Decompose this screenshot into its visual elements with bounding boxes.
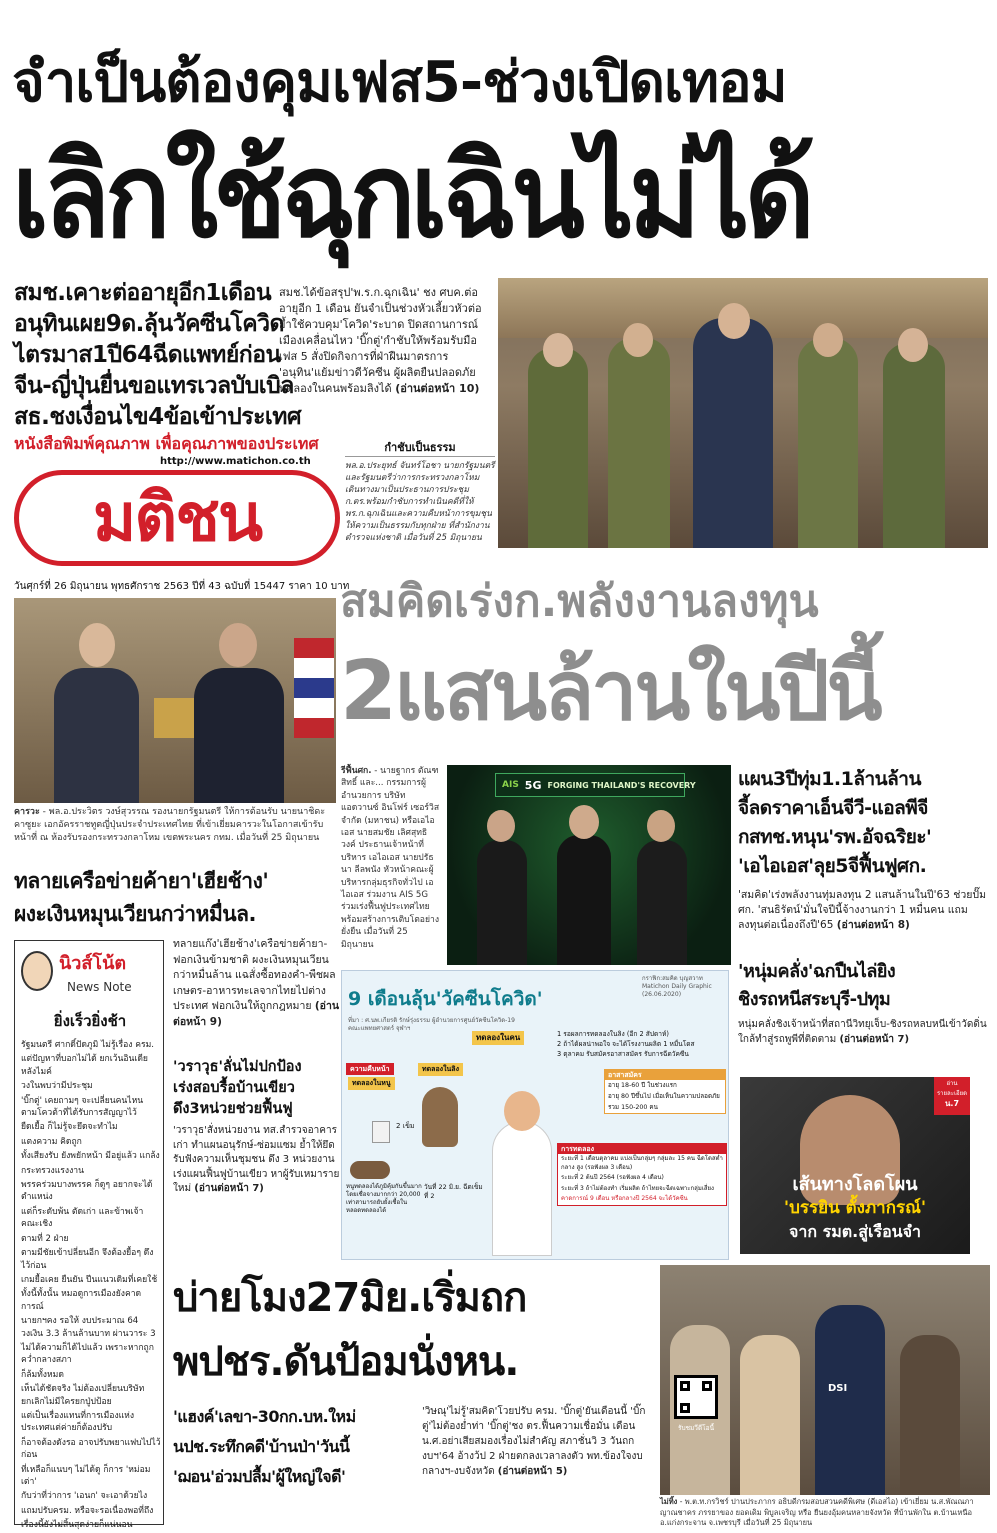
- info-volunteer-title: อาสาสมัคร: [605, 1070, 725, 1080]
- gunman-head-line1: 'หนุ่มคลั่ง'ฉกปืนไล่ยิง: [738, 961, 896, 982]
- ais-caption-text: - นายฐากร ตัณฑสิทธิ์ และ... กรรมการผู้อำนวยการ บริษัท แอดวานซ์ อินโฟร์ เซอร์วิส จำกัด (มหาชน) หรือเอไอเอส นายสมชัย เลิศสุทธิวงค์ ประธานเจ้าหน้าที่บริหาร เอไอเอส นายปรัธนา ลีลพนัง หัวหน้าคณะผู้บริหารกลุ่มธุรกิจทั่วไป เอไอเอส ร่วมงาน AIS 5G ร่วมเร่งฟื้นฟูประเทศไทย พร้อมสร้างการเติบโตอย่างยั่งยืน เมื่อวันที่ 25 มิถุนายน: [341, 766, 440, 950]
- photo-ais-5g: [447, 765, 731, 965]
- column-name: 'บรรยิน ตั้งภากรณ์': [783, 1198, 927, 1218]
- warawut-text: 'วราวุธ'สั่งหน่วยงาน ทส.สำรวจอาคารเก่า ทำแผนอนุรักษ์-ซ่อมแซม ย้ำให้ยึดรับฟังความเห็นชุมชน ดึง 3 หน่วยงานเร่งแผนฟื้นฟูบ้านเขียว หาผู้รับเหมารายใหม่: [173, 1125, 340, 1194]
- photo-caption-title: กำชับเป็นธรรม: [345, 440, 495, 457]
- photo-pm-police: [498, 278, 988, 548]
- gunman-text: หนุ่มคลั่งชิงเจ้าหน้าที่สถานีวิทยุเจ็บ-ชิงรถหลบหนีเข้าวัดดิ่นใกล้ทำสู่รถพูพีที่ติดตาม: [738, 1019, 987, 1045]
- energy-story-text: 'สมคิด'เร่งพลังงานทุ่มลงทุน 2 แสนล้านในปี'63 ช่วยปั๊ม ศก. 'สนธิรัตน์'มั่นใจปีนี้จ้างงานกว่า 1 หมื่นคน แถมลงทุนต่อเนื่องถึงปี'65: [738, 889, 987, 931]
- photo-prawit-japan: [14, 598, 336, 803]
- ais-caption-lead: รีฟื้นศก.: [341, 766, 372, 776]
- lead-story: [279, 285, 489, 435]
- monkey-icon: [422, 1087, 458, 1147]
- syringe-icon: [372, 1121, 390, 1143]
- warawut-head-line2: เร่งสอบรื้อบ้านเขียว: [173, 1080, 295, 1096]
- politics-story-continue[interactable]: (อ่านต่อหน้า 5): [497, 1466, 568, 1477]
- news-note-line: ยืดเยื้อ ก็ไม่รู้จะยึดจะทำไม: [21, 1122, 118, 1133]
- headline-top: จำเป็นต้องคุมเฟส5-ช่วงเปิดเทอม: [12, 50, 787, 115]
- news-note-line: นายกฯคง รอให้ งบประมาณ 64 วงเงิน 3.3 ล้านล้านบาท ผ่านวาระ 3: [21, 1316, 156, 1339]
- news-note-heading: ยิ่งเร็วยิ่งช้า: [53, 1012, 127, 1030]
- photo-caption-box: [345, 440, 495, 570]
- masthead-text: มติชน: [92, 479, 262, 556]
- news-note-line: ก็ล้มทั้งหมด: [21, 1369, 64, 1380]
- drug-story: [173, 937, 341, 1047]
- news-note-line: ไม่ได้ความก็ได้ไปแล้ว เพราะหากถูกคว่ำกลางสภา: [21, 1342, 154, 1366]
- photo-caption-text: พล.อ.ประยุทธ์ จันทร์โอชา นายกรัฐมนตรีและรัฐมนตรีว่าการกระทรวงกลาโหม เดินทางมาเป็นประธานการประชุม ก.ตร.พร้อมกำชับการทำเนินคดีที่ให้ พร.ก.ฉุกเฉินและความคืบหน้าการขุมชุนให้ความเป็นธรรมกับทุกฝ่าย ที่สำนักงานตำรวจแห่งชาติ เมื่อวันที่ 25 มิถุนายน: [345, 461, 495, 543]
- politics-subhead: 'แฮงค์'เลขา-30กก.บห.ใหม่: [173, 1407, 356, 1426]
- warawut-head-line1: 'วราวุธ'ลั่นไม่ปกป้อง: [173, 1059, 302, 1075]
- website-url[interactable]: http://www.matichon.co.th: [160, 456, 311, 467]
- dateline: วันศุกร์ที่ 26 มิถุนายน พุทธศักราช 2563 ปีที่ 43 ฉบับที่ 15447 ราคา 10 บาท: [14, 581, 350, 592]
- energy-subhead: จี้ลดราคาเอ็นจีวี-แอลพีจี: [738, 797, 928, 819]
- news-note-line: 'บิ๊กตู่' เคยถามๆ จะเปลี่ยนคนไหน ตามโควต้าที่ได้รับการสัญญาไว้: [21, 1095, 144, 1119]
- energy-head-line1: สมคิดเร่งก.พลังงานลงทุน: [340, 576, 819, 627]
- info-steps: [557, 1029, 727, 1059]
- energy-story-continue[interactable]: (อ่านต่อหน้า 8): [836, 919, 910, 931]
- column-promo-box[interactable]: [740, 1077, 970, 1254]
- news-note-body: [21, 1039, 161, 1531]
- info-stage-monkey: ทดลองในลิง: [418, 1063, 463, 1076]
- info-mouse-note: หนูทดลองได้ภูมิคุ้มกันขึ้นมาก โดยเชื่อจางมากกว่า 20,000 เท่าสามารถยับยั้งเชื้อในหลอดทดลองได้: [346, 1183, 422, 1214]
- info-step: 2 ถ้าได้ผลน่าพอใจ จะได้โรงงานผลิต 1 หมื่นโดส: [557, 1040, 695, 1048]
- news-note-line: แต่ปัญหาที่บอกไม่ได้ ยกเว้นอินเดียหลังไมค์: [21, 1054, 148, 1077]
- mouse-icon: [350, 1161, 390, 1179]
- info-step: 3 ตุลาคม รับสมัครอาสาสมัคร รับการฉีดวัคซีน: [557, 1050, 689, 1058]
- news-note-line: ตามที่ 2 ฝ่าย: [21, 1233, 69, 1244]
- subheads: [14, 278, 302, 430]
- vaccine-infographic: [341, 970, 729, 1260]
- person-figure-icon: [492, 1121, 552, 1256]
- warawut-story: [173, 1057, 341, 1257]
- info-trial-box: [557, 1143, 727, 1206]
- left-photo-caption-lead: คารวะ: [14, 807, 40, 817]
- news-note-title: นิวส์โน้ต: [59, 953, 127, 974]
- gunman-continue[interactable]: (อ่านต่อหน้า 7): [839, 1033, 910, 1045]
- politics-story-text: 'วิษณุ'ไม่รู้'สมคิด'โวยปรับ ครม. 'บิ๊กตู่'ยันเดือนนี้ 'บิ๊กตู่'ไม่ต้องย่ำท่า 'บิ๊กตู่'ชง ตร.ฟื้นความเชื่อมั่น เดือน น.ศ.อย่าเสียสมองเรื่องไม่สำคัญ สภาชั่นวิ 3 วันถกงบฯ'64 อ้างว้ป 2 ฝ่ายตกลงเวลาลงตัว พท.ข้องใจงบกลางฯ-งบจังหวัด: [422, 1406, 646, 1477]
- news-note-line: ทั้งเสียงรับ ยังพยักหน้า มีอยู่แล้ว แกล้ง: [21, 1151, 160, 1162]
- warawut-head-line3: ดึง3หน่วยช่วยฟื้นฟู: [173, 1101, 293, 1117]
- info-source: กราฟิก:สมคิด บุญสวาท Matichon Daily Graphic (26.06.2020): [642, 975, 712, 998]
- dsi-caption-text: - พ.ต.ท.กรวิชร์ ปานประภากร อธิบดีกรมสอบสวนคดีพิเศษ (ดีเอสไอ) เข้าเยี่ยม น.ส.พัณณภา ญาณชาคร ภรรยาของ ยอดเดิม พิบูลเจริญ หรือ ยืนยงอุ้มคนหลายจังหวัด ที่บ้านพักใน ต.บ้านเหนือ อ.แก่งกระจาน จ.เพชรบุรี เมื่อวันที่ 25 มิถุนายน: [660, 1497, 974, 1527]
- ais-caption: [341, 765, 441, 975]
- energy-story: [738, 888, 990, 946]
- column-badge-line: น.7: [944, 1099, 960, 1108]
- lead-story-text: สมช.ได้ข้อสรุป'พ.ร.ก.ฉุกเฉิน' ชง ศบค.ต่ออายุอีก 1 เดือน ยันจำเป็นช่วงหัวเลี้ยวหัวต่อ ย้ำใช้ควบคุม'โควิด'ระบาด ปิดสถานการณ์เมืองเคลื่อนไหว 'บิ๊กตู่'กำชับให้พร้อมรับมือเฟส 5 สั่งปิดกิจการที่ฝ่าฝืนมาตรการ 'อนุทิน'แย้มข่าวดีวัคซีน ผู้ผลิตยืนปลอดภัย ทดลองในคนพร้อมลิงได้: [279, 286, 482, 395]
- drug-head-line1: ทลายเครือข่ายค้ายา'เฮียช้าง': [14, 869, 269, 893]
- info-trial-title: การทดลอง: [558, 1144, 726, 1154]
- gunman-head-line2: ชิงรถหนีสระบุรี-ปทุม: [738, 989, 891, 1010]
- news-note-line: เห็นได้ชัดจริง ไม่ต้องเปลี่ยนบริษัท ยกเลิกไม่มีใครยกปู่ปป้อย: [21, 1384, 145, 1407]
- ais-sign-brand: AIS: [502, 780, 519, 790]
- subhead: จีน-ญี่ปุ่นยื่นขอแทรเวลบับเบิล: [14, 373, 294, 399]
- info-step: 1 รอผลการทดลองในลิง (อีก 2 สัปดาห์): [557, 1030, 669, 1038]
- news-note-line: ที่เหลือก็แนบๆ ไม่ได้ดู ก็การ 'หม่อมเต่า': [21, 1464, 151, 1487]
- info-volunteer-row: รวม 150-200 คน: [608, 1104, 658, 1111]
- politics-head-line2: พปชร.ดันป้อมนั่งหน.: [173, 1339, 519, 1385]
- qr-code-2[interactable]: [674, 1375, 718, 1419]
- column-badge-line: รายละเอียด: [936, 1090, 968, 1097]
- person-head-icon: [504, 1091, 540, 1131]
- ais-sign-text: FORGING THAILAND'S RECOVERY: [547, 780, 696, 790]
- news-note-line: แต่ก็ระดับพ้น ตัดเก่า และข้าพเจ้า คณะเชิง: [21, 1206, 144, 1230]
- lead-story-continue[interactable]: (อ่านต่อหน้า 10): [395, 382, 480, 395]
- news-note-line: พรรคร่วมบางพรรค ก็ดูๆ อยากจะได้ตำแหน่ง: [21, 1180, 153, 1203]
- news-note-line: แถมปรับครม. หรือจะรอเนื่องพอที่ถึง: [21, 1505, 154, 1516]
- column-badge-line: อ่าน: [946, 1080, 958, 1087]
- drug-story-text: ทลายแก๊ง'เฮียช้าง'เครือข่ายค้ายา-ฟอกเงินข้ามชาติ ผงะเงินหมุนเวียนกว่าหมื่นล้าน แฉสั่งซื้อทองคำ-พืชผลเกษตร-อาหารทะเลจากไทยไปต่างประเทศ ฟอกเงินให้ถูกกฎหมาย: [173, 938, 336, 1012]
- column-desc: จาก รมต.สู่เรือนจำ: [789, 1222, 921, 1241]
- info-monkey-note: วันที่ 22 มิ.ย. ฉีดเข็มที่ 2: [424, 1183, 483, 1200]
- info-volunteer-row: อายุ 80 ปีขึ้นไป เมื่อเห็นในความปลอดภัย: [608, 1093, 720, 1100]
- info-volunteer-row: อายุ 18-60 ปี ในช่วงแรก: [608, 1082, 677, 1089]
- news-note-line: ทั้งนี้ทั้งนั้น หมอดูการเมืองยังคาดการณ์: [21, 1289, 142, 1312]
- subhead: อนุทินเผย9ด.ลุ้นวัคซีนโควิด: [14, 311, 284, 337]
- info-source-line: ที่มา : ศ.นพ.เกียรติ รักษ์รุ่งธรรม ผู้อำนวยการศูนย์วัคซีนโควิด-19 คณะแพทยศาสตร์ จุฬาฯ: [348, 1017, 515, 1032]
- news-note-line: กับว่าที่ว่าการ 'เอนก' จะเอาด้วยไง: [21, 1491, 148, 1502]
- ais-sign-5g: 5G: [524, 778, 542, 792]
- news-note-line: แตงความ คิดถูก: [21, 1136, 82, 1147]
- info-volunteer-box: [604, 1069, 726, 1114]
- column-title: เส้นทางโลดโผน: [792, 1174, 918, 1195]
- warawut-continue[interactable]: (อ่านต่อหน้า 7): [194, 1183, 264, 1194]
- tagline: หนังสือพิมพ์คุณภาพ เพื่อคุณภาพของประเทศ: [14, 434, 319, 453]
- info-trial-row: ระยะที่ 3 ถ้าไม่ต้องทำ เริ่มผลิต ถ้าไทยจะฉีดเฉพาะกลุ่มเสี่ยง: [561, 1184, 714, 1192]
- masthead-logo: [14, 470, 340, 566]
- news-note-column: [14, 940, 164, 1531]
- news-note-line: รัฐมนตรี ศากดิ์ปัดภูมิ ไม่รู้เรื่อง ครม.: [21, 1040, 154, 1050]
- energy-subhead: แผน3ปีทุ่ม1.1ล้านล้าน: [738, 768, 921, 790]
- info-dose-label: 2 เข็ม: [396, 1122, 415, 1130]
- info-progress-label: ความคืบหน้า: [346, 1063, 394, 1075]
- gunman-story: [738, 958, 990, 1068]
- info-trial-row: ระยะที่ 1 เดือนตุลาคม แบ่งเป็นกลุ่มๆ กลุ่มละ 15 คน ฉีดโดสต่ำ กลาง สูง (รอฟังผล 3 เดือน): [561, 1155, 723, 1171]
- subhead: สมช.เคาะต่ออายุอีก1เดือน: [14, 280, 272, 306]
- politics-head-line1: บ่ายโมง27มิย.เริ่มถก: [173, 1275, 527, 1321]
- info-stage-mouse: ทดลองในหนู: [348, 1077, 395, 1090]
- news-note-line: เรื่องนี้ยังไม่สิ้นสุดง่ายก็แน่นอน: [21, 1520, 133, 1531]
- politics-subhead: นปช.ระทึกคดี'บ้านป่า'วันนี้: [173, 1437, 350, 1456]
- left-photo-caption: [14, 806, 336, 862]
- dsi-caption: [660, 1497, 990, 1531]
- qr-label-2: รับชมวีดีโอนี้: [677, 1424, 715, 1432]
- news-note-line: แต่เป็นเรื่องแทนที่การเมืองแห่งประเทศแต่ค่ายก็ต้องปรับ: [21, 1410, 135, 1434]
- news-note-subtitle: News Note: [67, 980, 132, 994]
- info-stage-human: ทดลองในคน: [472, 1031, 524, 1045]
- energy-head-line2: 2แสนล้านในปีนี้: [340, 644, 880, 739]
- politics-subheads: [173, 1402, 418, 1512]
- subhead: ไตรมาส1ปี64ฉีดแพทย์ก่อน: [14, 342, 281, 368]
- drug-story-continue[interactable]: (อ่านต่อหน้า 9): [173, 1000, 340, 1028]
- news-note-mascot-icon: [21, 951, 53, 991]
- news-note-line: กระทรวงแรงงาน: [21, 1165, 84, 1176]
- headline-main: เลิกใช้ฉุกเฉินไม่ได้: [12, 128, 810, 264]
- info-trial-row: คาดการณ์ 9 เดือน หรือกลางปี 2564 จะได้วัคซีน: [561, 1195, 688, 1202]
- politics-story: [422, 1404, 654, 1512]
- column-badge: [934, 1077, 970, 1115]
- dsi-caption-lead: ไม่ทิ้ง: [660, 1497, 678, 1506]
- energy-subhead: กสทช.หนุน'รพ.อัจฉริยะ': [738, 826, 932, 848]
- info-trial-row: ระยะที่ 2 ต้นปี 2564 (รอฟังผล 4 เดือน): [561, 1174, 664, 1181]
- photo-dsi-visit: DSI รับชมวีดีโอนี้: [660, 1265, 990, 1495]
- energy-subheads: [738, 765, 990, 890]
- drug-head-line2: ผงะเงินหมุนเวียนกว่าหมื่นล.: [14, 902, 256, 926]
- news-note-line: ก็อาจต้องดังรอ อาจปรับพยาแฟบไปไว้ก่อน: [21, 1437, 161, 1461]
- info-title: 9 เดือนลุ้น'วัคซีนโควิด': [348, 988, 543, 1010]
- news-note-line: ตามมีชัยเข้าปลี่ยนอีก จึงต้องยื้อๆ ดึงไว้ก่อน: [21, 1248, 154, 1271]
- news-note-line: เกมยื้อเคย ยืนยัน ปีนแนวเดิมที่เคยใช้: [21, 1274, 158, 1285]
- left-photo-caption-text: - พล.อ.ประวิตร วงษ์สุวรรณ รองนายกรัฐมนตรี ให้การต้อนรับ นายนาชิดะ คาซูยะ เอกอัครราชทูตญี่ปุ่นประจำประเทศไทย ที่เข้าเยี่ยมคารวะในโอกาสเข้ารับหน้าที่ ณ ห้องรับรองกระทรวงกลาโหม เขตพระนคร กทม. เมื่อวันที่ 25 มิถุนายน: [14, 807, 326, 843]
- news-note-line: วงในพบว่ามีประชุม: [21, 1081, 93, 1092]
- energy-subhead: 'เอไอเอส'ลุย5จีฟื้นฟูศก.: [738, 855, 927, 877]
- politics-subhead: 'ฌอน'อ่วมปลื้ม'ผู้ใหญ่ใจดี': [173, 1467, 346, 1486]
- subhead: สธ.ชงเงื่อนไข4ข้อเข้าประเทศ: [14, 404, 302, 430]
